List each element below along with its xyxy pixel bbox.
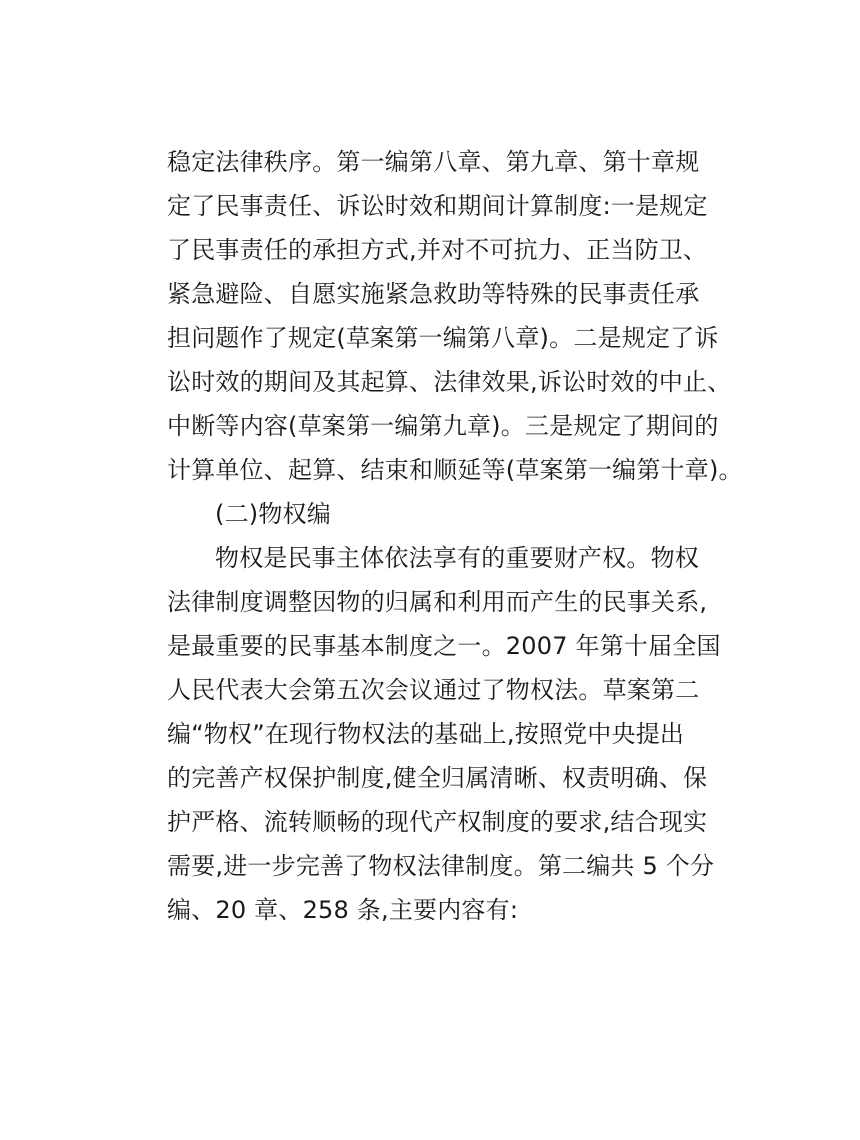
section-heading: (二)物权编 xyxy=(215,500,331,528)
text-line: 紧急避险、自愿实施紧急救助等特殊的民事责任承 xyxy=(167,280,700,308)
text-line: 了民事责任的承担方式,并对不可抗力、正当防卫、 xyxy=(167,236,708,264)
text-line: 稳定法律秩序。第一编第八章、第九章、第十章规 xyxy=(167,148,700,176)
text-line: 编、20 章、258 条,主要内容有: xyxy=(167,896,519,924)
text-line: 人民代表大会第五次会议通过了物权法。草案第二 xyxy=(167,676,700,704)
text-line: 法律制度调整因物的归属和利用而产生的民事关系, xyxy=(167,588,708,616)
text-line: 讼时效的期间及其起算、法律效果,诉讼时效的中止、 xyxy=(167,368,732,396)
text-line: 护严格、流转顺畅的现代产权制度的要求,结合现实 xyxy=(167,808,708,836)
text-line: 计算单位、起算、结束和顺延等(草案第一编第十章)。 xyxy=(167,456,743,484)
text-line: 需要,进一步完善了物权法律制度。第二编共 5 个分 xyxy=(167,852,715,880)
text-line: 是最重要的民事基本制度之一。2007 年第十届全国 xyxy=(167,632,721,660)
text-line: 定了民事责任、诉讼时效和期间计算制度:一是规定 xyxy=(167,192,708,220)
text-line: 中断等内容(草案第一编第九章)。三是规定了期间的 xyxy=(167,412,719,440)
text-line: 编“物权”在现行物权法的基础上,按照党中央提出 xyxy=(167,720,685,748)
text-line: 担问题作了规定(草案第一编第八章)。二是规定了诉 xyxy=(167,324,719,352)
body-text xyxy=(167,140,743,932)
text-line: 的完善产权保护制度,健全归属清晰、权责明确、保 xyxy=(167,764,708,792)
text-line: 物权是民事主体依法享有的重要财产权。物权 xyxy=(215,544,699,572)
